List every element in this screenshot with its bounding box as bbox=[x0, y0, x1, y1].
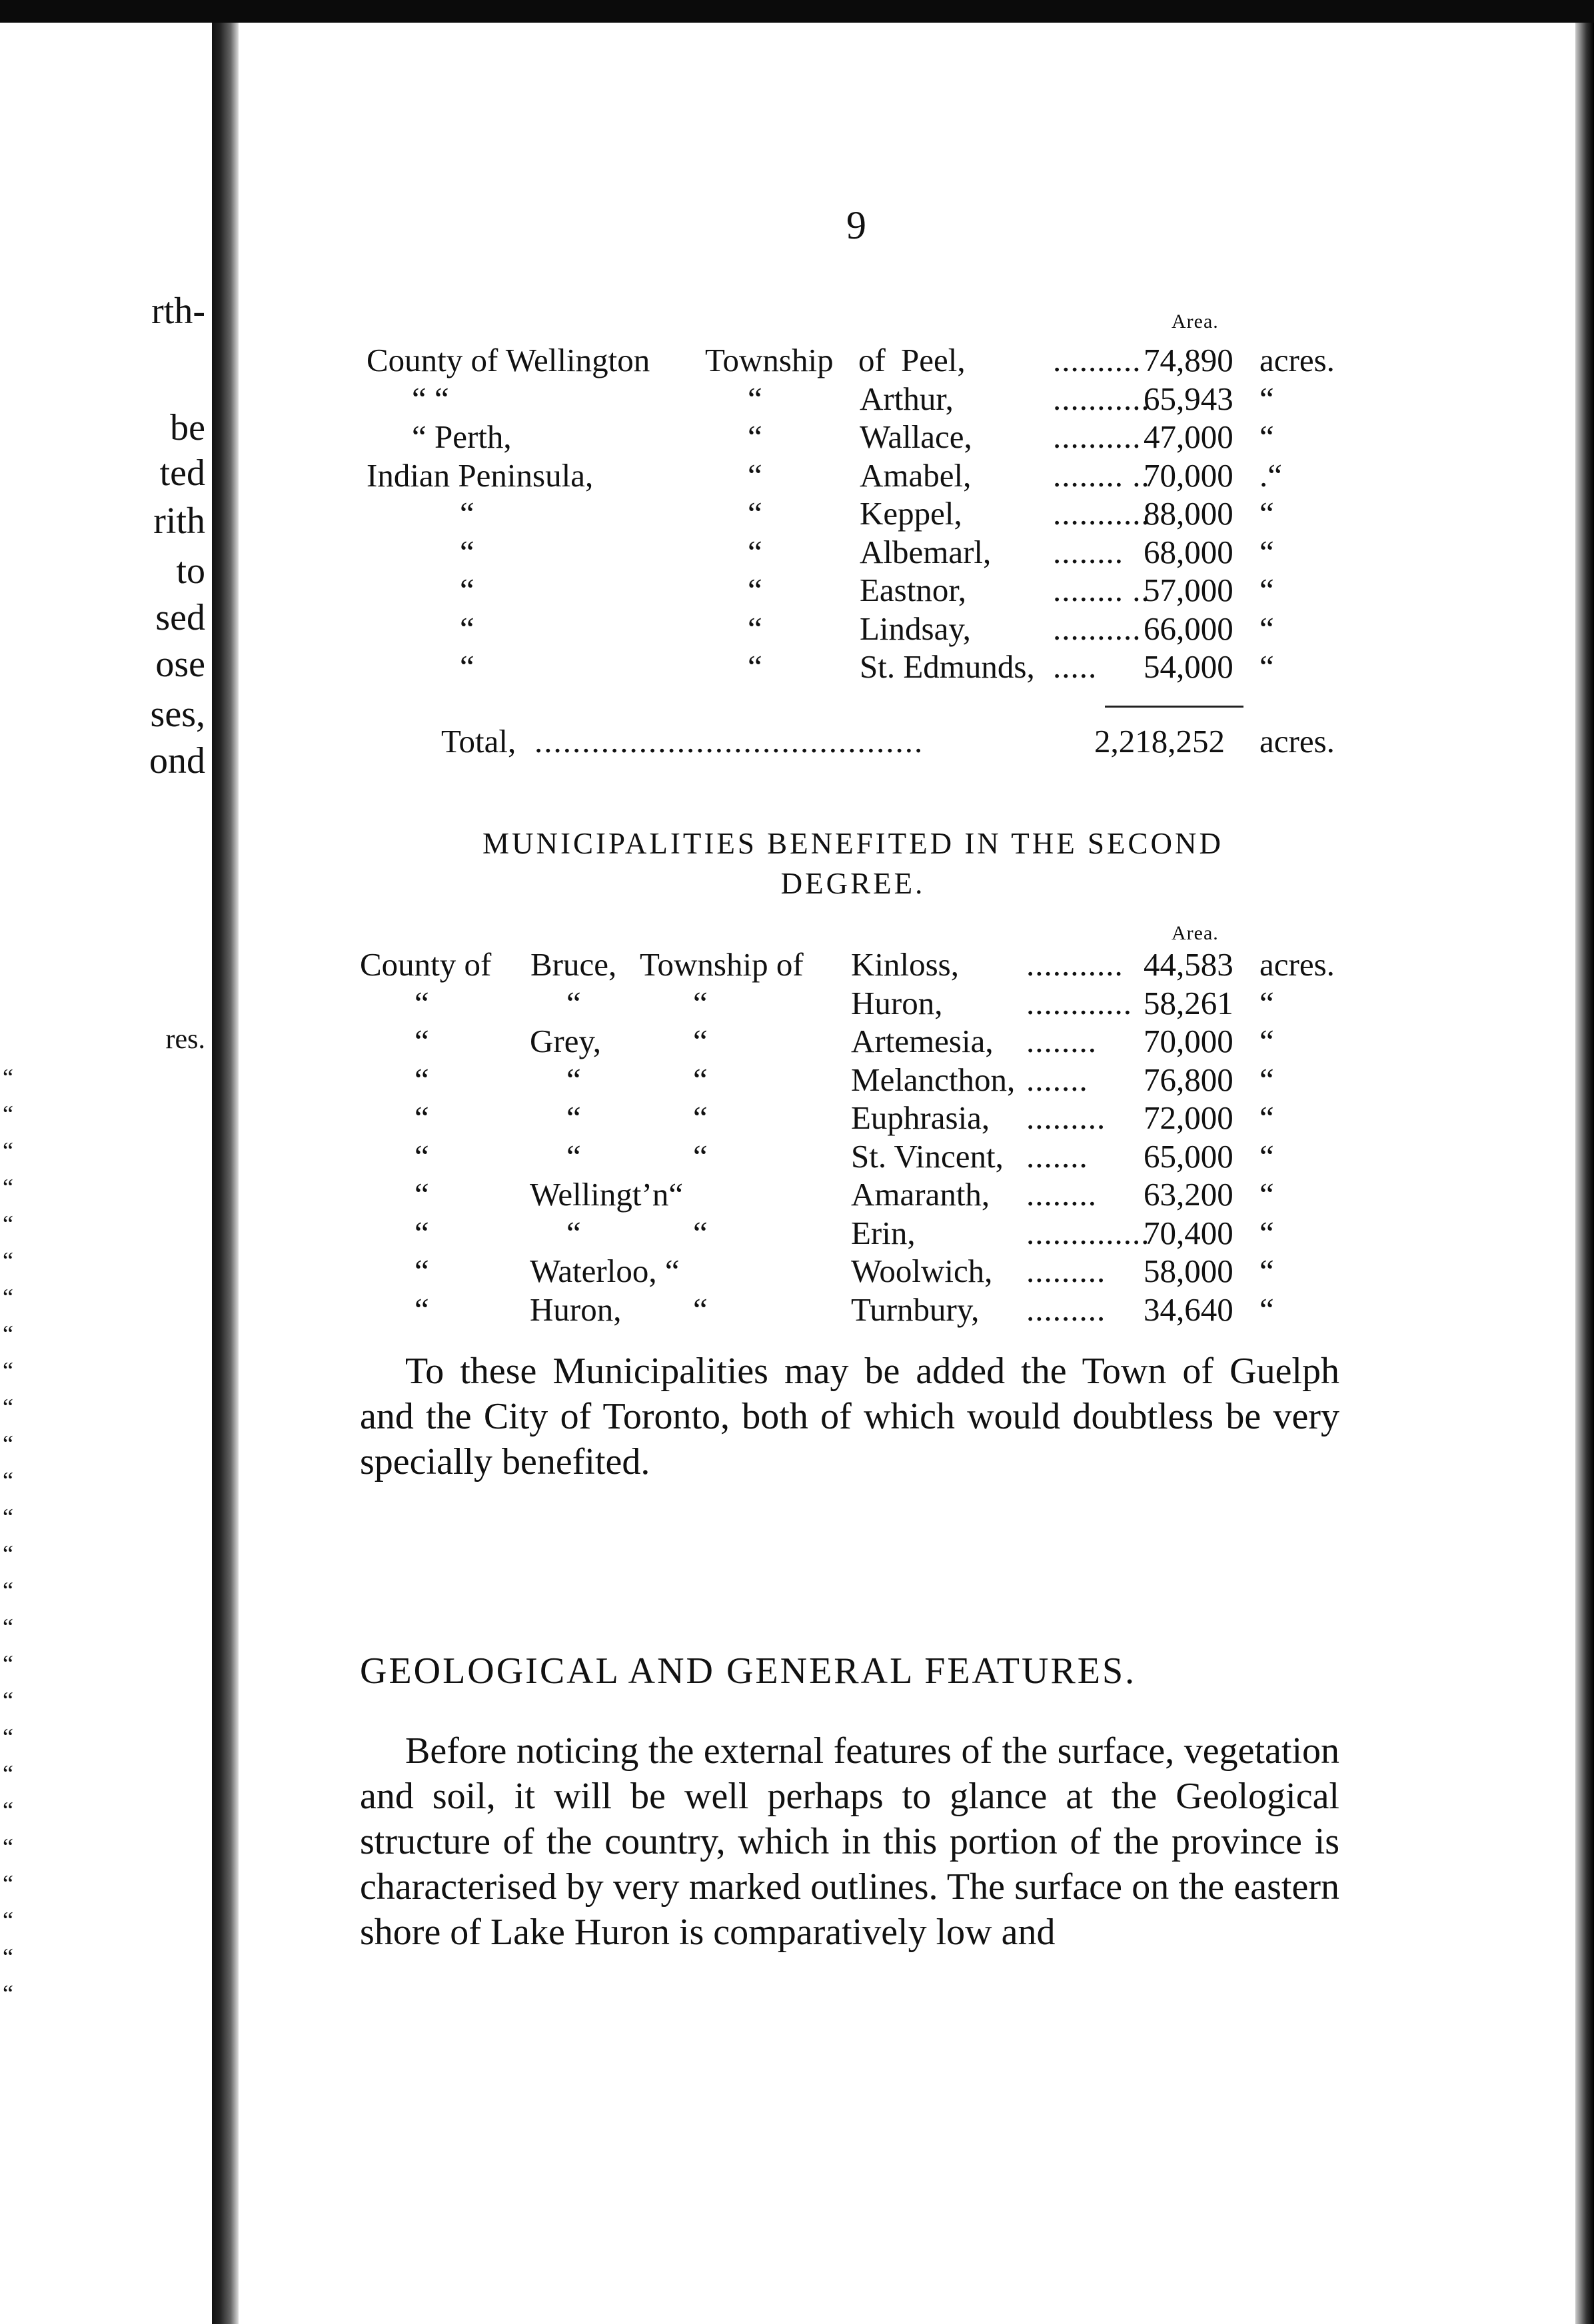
area-cell: 47,000 bbox=[1144, 418, 1233, 455]
unit-cell: “ bbox=[1259, 1176, 1274, 1213]
area-cell: 65,943 bbox=[1144, 380, 1233, 417]
county-name-cell: “ bbox=[566, 1137, 581, 1175]
facing-ditto-mark: “ bbox=[3, 1687, 13, 1714]
facing-ditto-mark: “ bbox=[3, 1870, 13, 1897]
county-name-cell: Waterloo, “ bbox=[530, 1253, 680, 1289]
paragraph-town-of-guelph: To these Municipalities may be added the Town of Guelph and the City of Toronto, both of which would doubtless be very specially benefited. bbox=[360, 1351, 1339, 1482]
total-unit: acres. bbox=[1259, 723, 1335, 760]
leader-dots: ......... bbox=[1026, 1291, 1106, 1328]
facing-page-text: to bbox=[176, 550, 205, 592]
township-name-cell: Huron, bbox=[851, 984, 943, 1021]
facing-ditto-mark: “ bbox=[3, 1247, 13, 1274]
leader-dots: .............. bbox=[1026, 1214, 1150, 1251]
paragraph-geological: Before noticing the external features of the surface, vegetation and soil, it will be well perhaps to glance at the Geological structure of the country, which in this portion of the province is characterised by very marked outlines. The surface on the eastern shore of Lake Huron is comparatively low and bbox=[360, 1730, 1339, 1953]
facing-page-text: be bbox=[170, 407, 205, 448]
table-row bbox=[360, 945, 1346, 984]
leader-dots: ............ bbox=[1026, 984, 1132, 1021]
township-name-cell: Albemarl, bbox=[860, 533, 992, 570]
table-row bbox=[360, 1022, 1346, 1061]
facing-ditto-mark: “ bbox=[3, 1284, 13, 1311]
municipalities-heading-cont: DEGREE. bbox=[780, 867, 926, 900]
leader-dots: ....... bbox=[1026, 1061, 1088, 1098]
county-cell: “ bbox=[414, 984, 429, 1021]
table-row bbox=[360, 380, 1346, 418]
unit-cell: “ bbox=[1259, 380, 1274, 417]
total-leader-dots: ......................................... bbox=[534, 723, 924, 760]
county-name-cell: “ bbox=[566, 1214, 581, 1251]
county-cell: “ Perth, bbox=[412, 418, 512, 455]
unit-cell: acres. bbox=[1259, 342, 1335, 378]
unit-cell: “ bbox=[1259, 1023, 1274, 1059]
leader-dots: ..... bbox=[1053, 648, 1098, 685]
county-cell: “ bbox=[460, 610, 474, 647]
unit-cell: “ bbox=[1259, 1291, 1274, 1328]
leader-dots: ........... bbox=[1053, 495, 1150, 532]
area-cell: 63,200 bbox=[1144, 1176, 1233, 1213]
township-cell: “ bbox=[748, 648, 762, 685]
facing-page-text: sed bbox=[155, 597, 205, 638]
township-cell: “ bbox=[693, 1214, 708, 1251]
area-column-header: Area. bbox=[1172, 922, 1219, 944]
township-cell: “ bbox=[693, 1061, 708, 1098]
county-cell: “ bbox=[414, 1061, 429, 1098]
county-name-cell: Huron, bbox=[530, 1291, 622, 1328]
facing-ditto-mark: “ bbox=[3, 1797, 13, 1824]
unit-cell: “ bbox=[1259, 533, 1274, 570]
facing-ditto-mark: “ bbox=[3, 1834, 13, 1860]
facing-page-text: ses, bbox=[150, 694, 205, 735]
township-name-cell: Erin, bbox=[851, 1214, 916, 1251]
county-name-cell: Wellingt’n“ bbox=[530, 1176, 684, 1213]
facing-page-text: ond bbox=[149, 740, 205, 782]
area-cell: 68,000 bbox=[1144, 533, 1233, 570]
leader-dots: ........ bbox=[1026, 1176, 1097, 1213]
township-cell: “ bbox=[748, 572, 762, 608]
unit-cell: “ bbox=[1259, 984, 1274, 1021]
leader-dots: ........ bbox=[1026, 1023, 1097, 1059]
facing-ditto-mark: “ bbox=[3, 1540, 13, 1567]
section-title: GEOLOGICAL AND GENERAL FEATURES. bbox=[360, 1650, 1137, 1692]
unit-cell: “ bbox=[1259, 648, 1274, 685]
facing-ditto-mark: “ bbox=[3, 1394, 13, 1421]
table-row bbox=[360, 456, 1346, 495]
facing-ditto-mark: “ bbox=[3, 1944, 13, 1970]
unit-cell: “ bbox=[1259, 572, 1274, 608]
township-name-cell: St. Edmunds, bbox=[860, 648, 1035, 685]
facing-ditto-mark: “ bbox=[3, 1101, 13, 1127]
unit-cell: “ bbox=[1259, 1253, 1274, 1289]
unit-cell: “ bbox=[1259, 1214, 1274, 1251]
unit-cell: “ bbox=[1259, 418, 1274, 455]
facing-page-text: ose bbox=[155, 644, 205, 685]
facing-ditto-mark: “ bbox=[3, 1650, 13, 1677]
unit-cell: acres. bbox=[1259, 946, 1335, 983]
leader-dots: ........ .. bbox=[1053, 572, 1150, 608]
area-column-header: Area. bbox=[1172, 310, 1219, 332]
page-number: 9 bbox=[846, 203, 866, 247]
township-name-cell: St. Vincent, bbox=[851, 1137, 1004, 1175]
township-cell: “ bbox=[748, 380, 762, 417]
township-name-cell: Kinloss, bbox=[851, 946, 960, 983]
facing-page-text: rth- bbox=[151, 290, 205, 332]
area-cell: 88,000 bbox=[1144, 495, 1233, 532]
table-row bbox=[360, 610, 1346, 648]
township-name-cell: Amaranth, bbox=[851, 1176, 990, 1213]
leader-dots: ........... bbox=[1053, 380, 1150, 417]
table-row bbox=[360, 1099, 1346, 1137]
leader-dots: ......... bbox=[1026, 1253, 1106, 1289]
leader-dots: ........ bbox=[1053, 533, 1124, 570]
area-cell: 70,000 bbox=[1144, 456, 1233, 494]
unit-cell: “ bbox=[1259, 1137, 1274, 1175]
facing-page-text: rith bbox=[153, 500, 205, 542]
area-cell: 70,000 bbox=[1144, 1023, 1233, 1059]
area-cell: 66,000 bbox=[1144, 610, 1233, 647]
unit-cell: “ bbox=[1259, 1099, 1274, 1136]
leader-dots: ........ .. bbox=[1053, 456, 1150, 494]
table-row bbox=[360, 648, 1346, 686]
township-name-cell: Melancthon, bbox=[851, 1061, 1016, 1098]
facing-ditto-mark: “ bbox=[3, 1211, 13, 1237]
facing-page-text: res. bbox=[165, 1024, 205, 1055]
township-cell: “ bbox=[748, 456, 762, 494]
township-name-cell: Wallace, bbox=[860, 418, 972, 455]
table-row bbox=[360, 984, 1346, 1023]
table-row bbox=[360, 1252, 1346, 1291]
leader-dots: .......... bbox=[1053, 342, 1142, 378]
county-cell: “ bbox=[460, 533, 474, 570]
leader-dots: ......... bbox=[1026, 1099, 1106, 1136]
county-name-cell: “ bbox=[566, 984, 581, 1021]
county-name-cell: “ bbox=[566, 1061, 581, 1098]
county-cell: “ “ bbox=[412, 380, 449, 417]
county-cell: “ bbox=[414, 1176, 429, 1213]
area-cell: 65,000 bbox=[1144, 1137, 1233, 1175]
county-cell: County of Wellington bbox=[367, 342, 650, 378]
total-value: 2,218,252 bbox=[1094, 723, 1225, 760]
facing-ditto-mark: “ bbox=[3, 1760, 13, 1787]
township-name-cell: Artemesia, bbox=[851, 1023, 994, 1059]
leader-dots: .......... bbox=[1053, 610, 1142, 647]
county-cell: “ bbox=[460, 572, 474, 608]
book-gutter bbox=[212, 23, 239, 2324]
area-cell: 72,000 bbox=[1144, 1099, 1233, 1136]
county-name-cell: Bruce, bbox=[530, 946, 617, 983]
area-cell: 70,400 bbox=[1144, 1214, 1233, 1251]
township-cell: “ bbox=[693, 1291, 708, 1328]
county-cell: “ bbox=[414, 1291, 429, 1328]
county-cell: County of bbox=[360, 946, 492, 983]
total-row bbox=[360, 722, 1346, 761]
county-cell: “ bbox=[414, 1099, 429, 1136]
area-cell: 54,000 bbox=[1144, 648, 1233, 685]
township-cell: Township bbox=[705, 342, 834, 378]
table-row bbox=[360, 494, 1346, 533]
area-cell: 58,000 bbox=[1144, 1253, 1233, 1289]
table-row bbox=[360, 1291, 1346, 1329]
township-cell: “ bbox=[693, 1099, 708, 1136]
county-cell: “ bbox=[414, 1253, 429, 1289]
township-name-cell: Arthur, bbox=[860, 380, 954, 417]
township-name-cell: Eastnor, bbox=[860, 572, 966, 608]
township-name-cell: Euphrasia, bbox=[851, 1099, 990, 1136]
municipalities-heading: MUNICIPALITIES BENEFITED IN THE SECOND bbox=[482, 827, 1223, 860]
table-row bbox=[360, 341, 1346, 380]
facing-ditto-mark: “ bbox=[3, 1431, 13, 1457]
facing-ditto-mark: “ bbox=[3, 1907, 13, 1934]
facing-ditto-mark: “ bbox=[3, 1724, 13, 1750]
leader-dots: ........... bbox=[1026, 946, 1124, 983]
page-edge-shadow bbox=[1575, 23, 1594, 2324]
township-cell: “ bbox=[748, 418, 762, 455]
facing-ditto-mark: “ bbox=[3, 1137, 13, 1164]
township-cell: “ bbox=[748, 533, 762, 570]
township-cell: “ bbox=[693, 1137, 708, 1175]
unit-cell: “ bbox=[1259, 495, 1274, 532]
total-rule bbox=[1105, 706, 1243, 708]
area-cell: 74,890 bbox=[1144, 342, 1233, 378]
area-cell: 44,583 bbox=[1144, 946, 1233, 983]
unit-cell: “ bbox=[1259, 610, 1274, 647]
facing-ditto-mark: “ bbox=[3, 1174, 13, 1201]
total-label: Total, bbox=[441, 723, 516, 760]
county-cell: Indian Peninsula, bbox=[367, 456, 594, 494]
page-9 bbox=[360, 23, 1346, 2324]
township-name-cell: Amabel, bbox=[860, 456, 972, 494]
leader-dots: .......... bbox=[1053, 418, 1142, 455]
of-cell: of bbox=[858, 342, 886, 378]
county-name-cell: Grey, bbox=[530, 1023, 602, 1059]
county-cell: “ bbox=[414, 1137, 429, 1175]
township-name-cell: Lindsay, bbox=[860, 610, 971, 647]
county-cell: “ bbox=[414, 1023, 429, 1059]
table-row bbox=[360, 1214, 1346, 1253]
table-row bbox=[360, 418, 1346, 456]
facing-ditto-mark: “ bbox=[3, 1577, 13, 1604]
facing-ditto-mark: “ bbox=[3, 1357, 13, 1384]
facing-ditto-mark: “ bbox=[3, 1980, 13, 2007]
county-cell: “ bbox=[460, 648, 474, 685]
unit-cell: “ bbox=[1259, 1061, 1274, 1098]
township-name-cell: Woolwich, bbox=[851, 1253, 993, 1289]
area-cell: 76,800 bbox=[1144, 1061, 1233, 1098]
table-row bbox=[360, 1137, 1346, 1176]
township-name-cell: Peel, bbox=[901, 342, 966, 378]
township-cell: Township of bbox=[640, 946, 804, 983]
township-cell: “ bbox=[693, 984, 708, 1021]
table-row bbox=[360, 1061, 1346, 1099]
unit-cell: .“ bbox=[1259, 456, 1282, 494]
township-name-cell: Keppel, bbox=[860, 495, 962, 532]
table-row bbox=[360, 571, 1346, 610]
scan-border-top bbox=[0, 0, 1594, 23]
facing-ditto-mark: “ bbox=[3, 1614, 13, 1640]
facing-page-text: ted bbox=[159, 452, 205, 494]
facing-ditto-mark: “ bbox=[3, 1504, 13, 1530]
township-cell: “ bbox=[693, 1023, 708, 1059]
facing-page-fragment bbox=[0, 23, 220, 2324]
facing-ditto-mark: “ bbox=[3, 1467, 13, 1494]
township-name-cell: Turnbury, bbox=[851, 1291, 980, 1328]
table-row bbox=[360, 533, 1346, 572]
leader-dots: ....... bbox=[1026, 1137, 1088, 1175]
county-name-cell: “ bbox=[566, 1099, 581, 1136]
township-cell: “ bbox=[748, 495, 762, 532]
facing-ditto-mark: “ bbox=[3, 1064, 13, 1091]
area-cell: 57,000 bbox=[1144, 572, 1233, 608]
county-cell: “ bbox=[460, 495, 474, 532]
area-cell: 34,640 bbox=[1144, 1291, 1233, 1328]
township-cell: “ bbox=[748, 610, 762, 647]
table-row bbox=[360, 1175, 1346, 1214]
county-cell: “ bbox=[414, 1214, 429, 1251]
area-cell: 58,261 bbox=[1144, 984, 1233, 1021]
facing-ditto-mark: “ bbox=[3, 1321, 13, 1347]
